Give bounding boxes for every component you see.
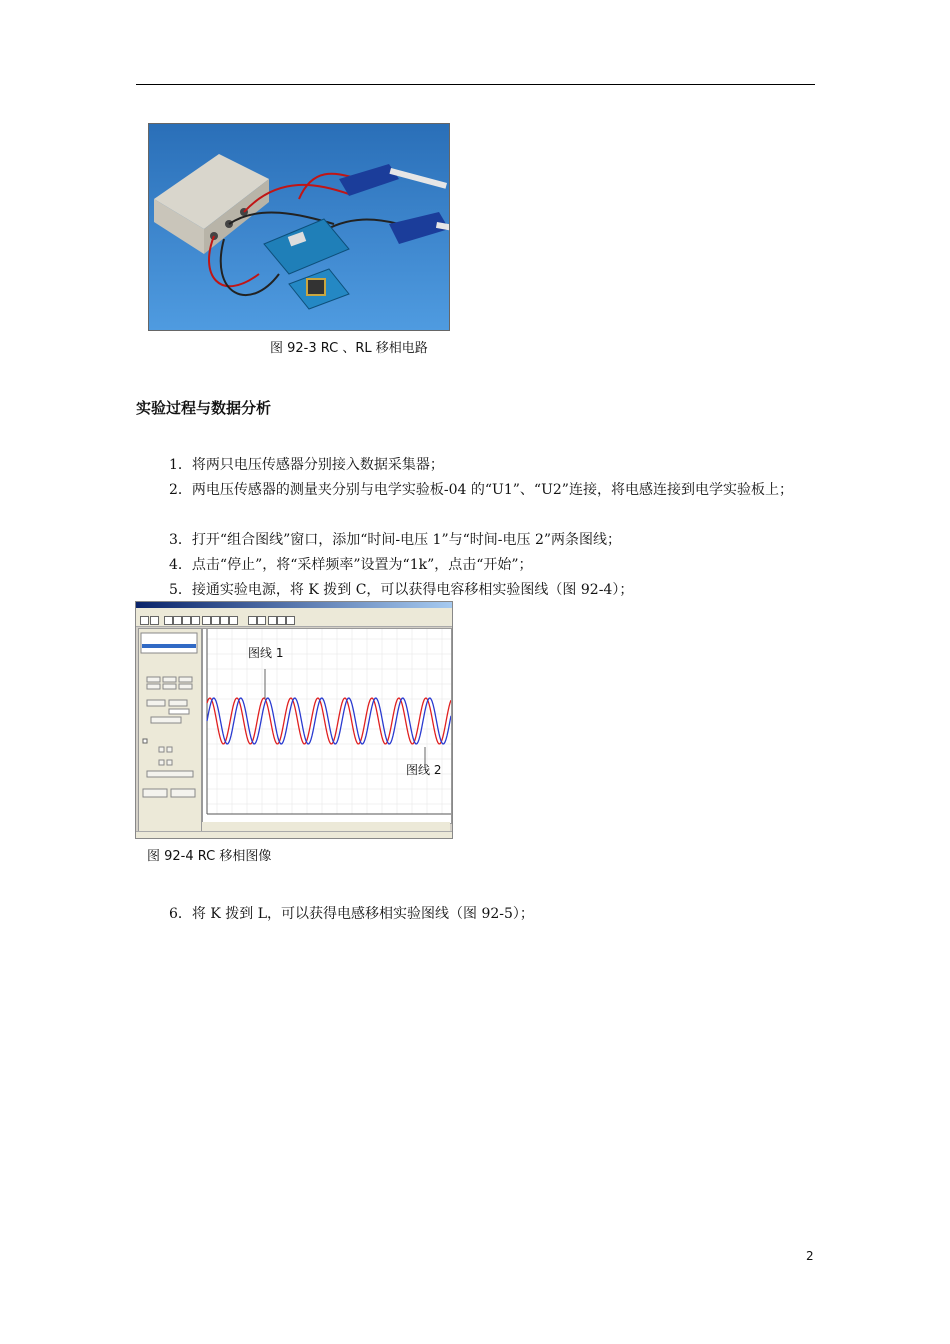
window-toolbar [136,614,452,627]
header-rule [136,84,815,85]
rc-phase-shift-screenshot [135,601,453,839]
step-3: 3．打开“组合图线”窗口，添加“时间-电压 1”与“时间-电压 2”两条图线； [169,532,622,548]
step-6: 6．将 K 拨到 L，可以获得电感移相实验图线（图 92-5）； [169,906,534,922]
step-4: 4．点击“停止”，将“采样频率”设置为“1k”，点击“开始”； [169,557,533,573]
plot-toolbar [202,822,450,831]
control-panel [138,628,202,833]
page-number: 2 [806,1249,814,1263]
rc-rl-circuit-photo [148,123,450,331]
step-5: 5．接通实验电源，将 K 拨到 C，可以获得电容移相实验图线（图 92-4）； [169,582,634,598]
window-statusbar [136,831,452,839]
waveform-plot [202,628,452,824]
curve-1-label: 图线 1 [248,646,284,660]
step-2: 2．两电压传感器的测量夹分别与电学实验板-04 的“U1”、“U2”连接，将电感连接到电学实验板上； [169,482,793,498]
figure-92-4-caption: 图 92-4 RC 移相图像 [147,849,272,864]
section-heading: 实验过程与数据分析 [136,399,272,417]
figure-92-3-caption: 图 92-3 RC 、RL 移相电路 [270,341,428,356]
curve-2-label: 图线 2 [406,763,442,777]
step-1: 1．将两只电压传感器分别接入数据采集器； [169,457,444,473]
